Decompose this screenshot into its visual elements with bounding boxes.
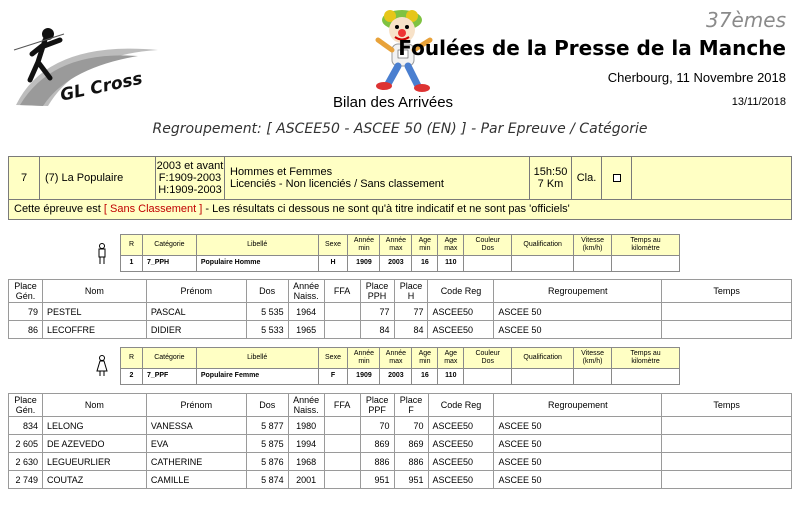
- cell-annee: 1968: [288, 453, 324, 471]
- col-dos: Dos: [246, 394, 288, 417]
- col-nom: Nom: [42, 394, 146, 417]
- event-distance: 7 Km: [537, 178, 564, 190]
- col-temps-km: [612, 235, 680, 256]
- event-note-suffix: - Les résultats ci dessous ne sont qu'à titre indicatif et ne sont pas 'officiels': [202, 203, 570, 215]
- col-annee-max-l1: Année: [385, 349, 407, 357]
- event-cla-checkbox[interactable]: [602, 157, 632, 199]
- col-place-cat: [360, 394, 394, 417]
- col-qualification: Qualification: [512, 235, 574, 256]
- col-temps-km: [612, 348, 680, 369]
- col-place-sexe: [394, 280, 428, 303]
- col-annee-naiss-l1: Année: [293, 281, 320, 291]
- cell-annee: 1965: [288, 321, 324, 339]
- cat-annee-min: 1909: [348, 368, 380, 384]
- cell-regroupement: ASCEE 50: [494, 321, 662, 339]
- svg-text:GL Cross: GL Cross: [58, 68, 145, 106]
- col-annee-naiss: [288, 394, 324, 417]
- cell-annee: 1980: [288, 417, 324, 435]
- cell-place-sexe: 886: [394, 453, 428, 471]
- col-sexe: Sexe: [318, 348, 348, 369]
- col-age-max-l2: max: [444, 244, 458, 252]
- cell-ffa: [324, 303, 360, 321]
- gl-cross-logo: [8, 10, 168, 110]
- cat-vitesse: [574, 368, 612, 384]
- col-temps: Temps: [662, 280, 792, 303]
- cat-r: 2: [121, 368, 143, 384]
- cell-temps: [662, 435, 792, 453]
- cat-code: 7_PPF: [142, 368, 196, 384]
- col-age-min-l1: Age: [418, 236, 432, 244]
- col-place-gen-l1: Place: [14, 281, 37, 291]
- cell-annee: 1994: [288, 435, 324, 453]
- col-prenom: Prénom: [146, 280, 246, 303]
- cell-nom: DE AZEVEDO: [42, 435, 146, 453]
- grouping-title: Regroupement: [ ASCEE50 - ASCEE 50 (EN) ] - Par Epreuve / Catégorie: [152, 121, 648, 137]
- event-categories: [225, 157, 530, 199]
- col-dos: Dos: [246, 280, 288, 303]
- col-annee-max-l2: max: [389, 357, 403, 365]
- race-title: Foulées de la Presse de la Manche: [398, 36, 786, 60]
- cell-ffa: [324, 321, 360, 339]
- cell-prenom: CATHERINE: [146, 453, 246, 471]
- col-code-reg: Code Reg: [428, 280, 494, 303]
- event-start-time: 15h:50: [533, 166, 568, 178]
- col-place-sexe-l2: H: [407, 291, 415, 301]
- cat-temps-km: [612, 368, 680, 384]
- cell-temps: [662, 303, 792, 321]
- cat-code: 7_PPH: [142, 255, 196, 271]
- col-annee-min-l1: Année: [353, 236, 375, 244]
- col-regroupement: Regroupement: [494, 394, 662, 417]
- col-age-max-l1: Age: [444, 349, 458, 357]
- col-annee-naiss: [288, 280, 324, 303]
- col-annee-naiss-l1: Année: [293, 395, 320, 405]
- col-age-min: [412, 348, 438, 369]
- event-years-men: H:1909-2003: [158, 184, 222, 196]
- category-bar-men: [120, 234, 680, 272]
- col-annee-min: [348, 348, 380, 369]
- table-row: [9, 471, 792, 489]
- cell-place-gen: 2 749: [9, 471, 43, 489]
- col-sexe: Sexe: [318, 235, 348, 256]
- event-summary-row: [9, 157, 791, 200]
- cell-temps: [662, 471, 792, 489]
- col-temps-km-l1: Temps au: [630, 349, 661, 357]
- table-row: [9, 453, 792, 471]
- cat-qualification: [512, 255, 574, 271]
- category-bar-women: [120, 347, 680, 385]
- cell-regroupement: ASCEE 50: [494, 471, 662, 489]
- cell-nom: LECOFFRE: [42, 321, 146, 339]
- category-row: [121, 255, 680, 271]
- col-prenom: Prénom: [146, 394, 246, 417]
- col-ffa: FFA: [324, 394, 360, 417]
- col-annee-max: [380, 235, 412, 256]
- col-couleur-dos: [464, 235, 512, 256]
- col-couleur-dos: [464, 348, 512, 369]
- col-age-max: [438, 235, 464, 256]
- col-categorie: Catégorie: [142, 235, 196, 256]
- cell-place-cat: 869: [360, 435, 394, 453]
- col-ffa: FFA: [324, 280, 360, 303]
- cat-annee-max: 2003: [380, 368, 412, 384]
- event-licence-types: Licenciés - Non licenciés / Sans classement: [230, 178, 444, 190]
- col-place-gen: [9, 394, 43, 417]
- col-temps-km-l2: kilomètre: [631, 244, 660, 252]
- table-row: [9, 321, 792, 339]
- cat-couleur: [464, 255, 512, 271]
- cell-code-reg: ASCEE50: [428, 417, 494, 435]
- event-years: [156, 157, 225, 199]
- event-note-prefix: Cette épreuve est: [14, 203, 104, 215]
- col-vitesse-l1: Vitesse: [581, 349, 604, 357]
- col-place-cat-l2: PPF: [368, 405, 386, 415]
- col-annee-max-l2: max: [389, 244, 403, 252]
- results-table-men: [8, 279, 792, 339]
- cell-place-cat: 70: [360, 417, 394, 435]
- col-age-max-l2: max: [444, 357, 458, 365]
- cell-dos: 5 874: [246, 471, 288, 489]
- cat-vitesse: [574, 255, 612, 271]
- cell-dos: 5 876: [246, 453, 288, 471]
- cell-place-sexe: 77: [394, 303, 428, 321]
- edition-label: 37èmes: [706, 8, 786, 32]
- event-cla-label: Cla.: [572, 157, 602, 199]
- cell-regroupement: ASCEE 50: [494, 417, 662, 435]
- cell-ffa: [324, 453, 360, 471]
- cell-dos: 5 535: [246, 303, 288, 321]
- col-annee-min-l1: Année: [353, 349, 375, 357]
- cell-annee: 2001: [288, 471, 324, 489]
- event-info-box: [8, 156, 792, 220]
- col-place-sexe-l2: F: [408, 405, 414, 415]
- cell-code-reg: ASCEE50: [428, 471, 494, 489]
- cell-regroupement: ASCEE 50: [494, 435, 662, 453]
- cell-code-reg: ASCEE50: [428, 321, 494, 339]
- col-nom: Nom: [42, 280, 146, 303]
- cell-prenom: PASCAL: [146, 303, 246, 321]
- cat-r: 1: [121, 255, 143, 271]
- col-age-min: [412, 235, 438, 256]
- cell-place-gen: 2 630: [9, 453, 43, 471]
- event-name: (7) La Populaire: [40, 157, 156, 199]
- event-years-range: 2003 et avant: [156, 160, 224, 172]
- cell-ffa: [324, 435, 360, 453]
- cell-ffa: [324, 471, 360, 489]
- cat-libelle: Populaire Femme: [196, 368, 318, 384]
- col-couleur-l1: Couleur: [475, 236, 500, 244]
- cell-place-sexe: 70: [394, 417, 428, 435]
- cell-code-reg: ASCEE50: [428, 435, 494, 453]
- col-vitesse: [574, 235, 612, 256]
- col-place-sexe-l1: Place: [399, 281, 423, 291]
- event-blank-cell: [632, 157, 791, 199]
- col-annee-min: [348, 235, 380, 256]
- cat-sexe: F: [318, 368, 348, 384]
- col-qualification: Qualification: [512, 348, 574, 369]
- cell-place-sexe: 951: [394, 471, 428, 489]
- col-age-max: [438, 348, 464, 369]
- col-temps-km-l2: kilomètre: [631, 357, 660, 365]
- col-place-gen-l1: Place: [14, 395, 37, 405]
- cell-ffa: [324, 417, 360, 435]
- cell-place-cat: 951: [360, 471, 394, 489]
- col-annee-naiss-l2: Naiss.: [293, 291, 319, 301]
- event-note-status: [ Sans Classement ]: [103, 203, 203, 215]
- cat-annee-min: 1909: [348, 255, 380, 271]
- cell-prenom: CAMILLE: [146, 471, 246, 489]
- col-place-cat-l1: Place: [365, 281, 389, 291]
- col-place-sexe: [394, 394, 428, 417]
- col-place-cat-l1: Place: [365, 395, 389, 405]
- col-libelle: Libellé: [196, 235, 318, 256]
- cell-place-gen: 79: [9, 303, 43, 321]
- cell-dos: 5 877: [246, 417, 288, 435]
- col-annee-max-l1: Année: [385, 236, 407, 244]
- col-place-cat: [360, 280, 394, 303]
- col-r: R: [121, 348, 143, 369]
- cell-place-gen: 2 605: [9, 435, 43, 453]
- cell-place-sexe: 84: [394, 321, 428, 339]
- cell-place-cat: 886: [360, 453, 394, 471]
- cat-temps-km: [612, 255, 680, 271]
- cat-libelle: Populaire Homme: [196, 255, 318, 271]
- col-place-cat-l2: PPH: [367, 291, 387, 301]
- cell-place-gen: 834: [9, 417, 43, 435]
- cell-dos: 5 533: [246, 321, 288, 339]
- print-date: 13/11/2018: [731, 96, 786, 108]
- col-libelle: Libellé: [196, 348, 318, 369]
- race-location-date: Cherbourg, 11 Novembre 2018: [607, 70, 786, 85]
- col-categorie: Catégorie: [142, 348, 196, 369]
- cell-code-reg: ASCEE50: [428, 453, 494, 471]
- event-genders: Hommes et Femmes: [230, 166, 333, 178]
- col-vitesse: [574, 348, 612, 369]
- cell-temps: [662, 417, 792, 435]
- event-number: 7: [9, 157, 40, 199]
- col-age-min-l2: min: [419, 357, 431, 365]
- cell-place-gen: 86: [9, 321, 43, 339]
- col-vitesse-l1: Vitesse: [581, 236, 604, 244]
- event-years-women: F:1909-2003: [158, 172, 222, 184]
- col-annee-naiss-l2: Naiss.: [293, 405, 319, 415]
- col-annee-max: [380, 348, 412, 369]
- cell-code-reg: ASCEE50: [428, 303, 494, 321]
- cell-place-sexe: 869: [394, 435, 428, 453]
- cell-regroupement: ASCEE 50: [494, 303, 662, 321]
- col-annee-min-l2: min: [358, 244, 370, 252]
- col-couleur-l2: Dos: [481, 244, 494, 252]
- cell-temps: [662, 321, 792, 339]
- col-place-gen-l2: Gén.: [15, 405, 36, 415]
- col-temps: Temps: [662, 394, 792, 417]
- col-couleur-l2: Dos: [481, 357, 494, 365]
- cell-nom: LELONG: [42, 417, 146, 435]
- cell-place-cat: 77: [360, 303, 394, 321]
- cat-annee-max: 2003: [380, 255, 412, 271]
- cat-age-max: 110: [438, 255, 464, 271]
- col-annee-min-l2: min: [358, 357, 370, 365]
- report-title: Bilan des Arrivées: [333, 94, 454, 111]
- cat-age-min: 16: [412, 255, 438, 271]
- col-temps-km-l1: Temps au: [630, 236, 661, 244]
- cell-place-cat: 84: [360, 321, 394, 339]
- cell-regroupement: ASCEE 50: [494, 453, 662, 471]
- cell-annee: 1964: [288, 303, 324, 321]
- col-couleur-l1: Couleur: [475, 349, 500, 357]
- table-row: [9, 417, 792, 435]
- col-age-min-l1: Age: [418, 349, 432, 357]
- male-icon: [95, 243, 109, 265]
- col-vitesse-l2: (km/h): [582, 244, 603, 252]
- cell-nom: LEGUEURLIER: [42, 453, 146, 471]
- cell-nom: PESTEL: [42, 303, 146, 321]
- col-place-sexe-l1: Place: [399, 395, 423, 405]
- results-table-women: [8, 393, 792, 489]
- event-time-distance: [530, 157, 572, 199]
- col-r: R: [121, 235, 143, 256]
- cat-qualification: [512, 368, 574, 384]
- cell-temps: [662, 453, 792, 471]
- col-age-min-l2: min: [419, 244, 431, 252]
- cell-nom: COUTAZ: [42, 471, 146, 489]
- cell-prenom: EVA: [146, 435, 246, 453]
- cat-age-min: 16: [412, 368, 438, 384]
- cat-age-max: 110: [438, 368, 464, 384]
- cell-prenom: VANESSA: [146, 417, 246, 435]
- cell-dos: 5 875: [246, 435, 288, 453]
- table-row: [9, 435, 792, 453]
- col-vitesse-l2: (km/h): [582, 357, 603, 365]
- col-place-gen-l2: Gén.: [15, 291, 36, 301]
- col-place-gen: [9, 280, 43, 303]
- col-code-reg: Code Reg: [428, 394, 494, 417]
- cell-prenom: DIDIER: [146, 321, 246, 339]
- cat-couleur: [464, 368, 512, 384]
- checkbox-icon: [613, 174, 621, 182]
- event-note: [9, 200, 791, 219]
- col-regroupement: Regroupement: [494, 280, 662, 303]
- category-row: [121, 368, 680, 384]
- female-icon: [95, 355, 109, 377]
- table-row: [9, 303, 792, 321]
- col-age-max-l1: Age: [444, 236, 458, 244]
- cat-sexe: H: [318, 255, 348, 271]
